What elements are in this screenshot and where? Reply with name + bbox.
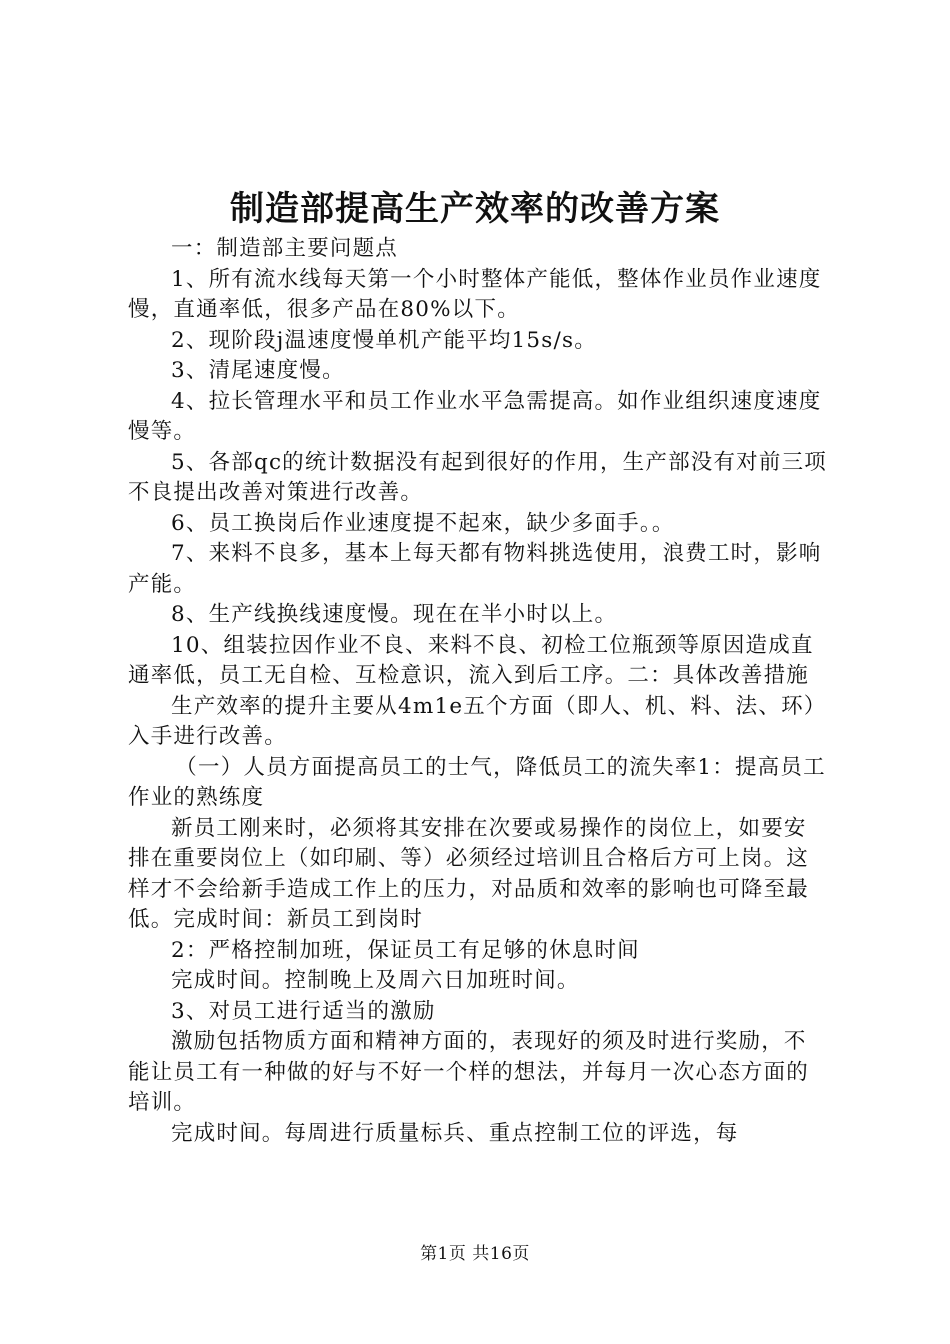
paragraph: 完成时间。控制晚上及周六日加班时间。 <box>171 968 580 993</box>
document-body <box>128 234 828 1149</box>
page-footer: 第1页 共16页 <box>420 1244 530 1264</box>
paragraph: 10、组装拉因作业不良、来料不良、初检工位瓶颈等原因造成直通率低，员工无自检、互检意识，流入到后工序。二：具体改善措施 <box>128 632 814 688</box>
document-title: 制造部提高生产效率的改善方案 <box>230 189 720 229</box>
paragraph: 2、现阶段j温速度慢单机产能平均15s/s。 <box>171 327 597 353</box>
paragraph: 7、来料不良多，基本上每天都有物料挑选使用，浪费工时，影响产能。 <box>128 541 822 597</box>
paragraph: 1、所有流水线每天第一个小时整体产能低，整体作业员作业速度慢，直通率低，很多产品在80%以下。 <box>128 266 822 322</box>
paragraph: 3、对员工进行适当的激励 <box>171 998 436 1024</box>
paragraph: 6、员工换岗后作业速度提不起來，缺少多面手。。 <box>171 510 675 536</box>
paragraph: 4、拉长管理水平和员工作业水平急需提高。如作业组织速度速度慢等。 <box>128 388 822 444</box>
paragraph: 3、清尾速度慢。 <box>171 358 345 383</box>
paragraph: 一：制造部主要问题点 <box>171 236 399 261</box>
paragraph: 激励包括物质方面和精神方面的，表现好的须及时进行奖励，不能让员工有一种做的好与不好一个样的想法，并每月一次心态方面的培训。 <box>128 1029 810 1115</box>
paragraph: 2：严格控制加班，保证员工有足够的休息时间 <box>171 937 640 963</box>
paragraph: 5、各部qc的统计数据没有起到很好的作用，生产部没有对前三项不良提出改善对策进行改善。 <box>128 449 827 505</box>
paragraph: （一）人员方面提高员工的士气，降低员工的流失率1：提高员工作业的熟练度 <box>128 754 826 810</box>
paragraph: 新员工刚来时，必须将其安排在次要或易操作的岗位上，如要安排在重要岗位上（如印刷、等）必须经过培训且合格后方可上岗。这样才不会给新手造成工作上的压力，对品质和效率的影响也可降至最低。完成时间：新员工到岗时 <box>128 815 810 932</box>
paragraph: 完成时间。每周进行质量标兵、重点控制工位的评选，每 <box>171 1120 739 1146</box>
paragraph: 8、生产线换线速度慢。现在在半小时以上。 <box>171 602 618 627</box>
paragraph: 生产效率的提升主要从4m1e五个方面（即人、机、料、法、环）入手进行改善。 <box>128 693 827 749</box>
